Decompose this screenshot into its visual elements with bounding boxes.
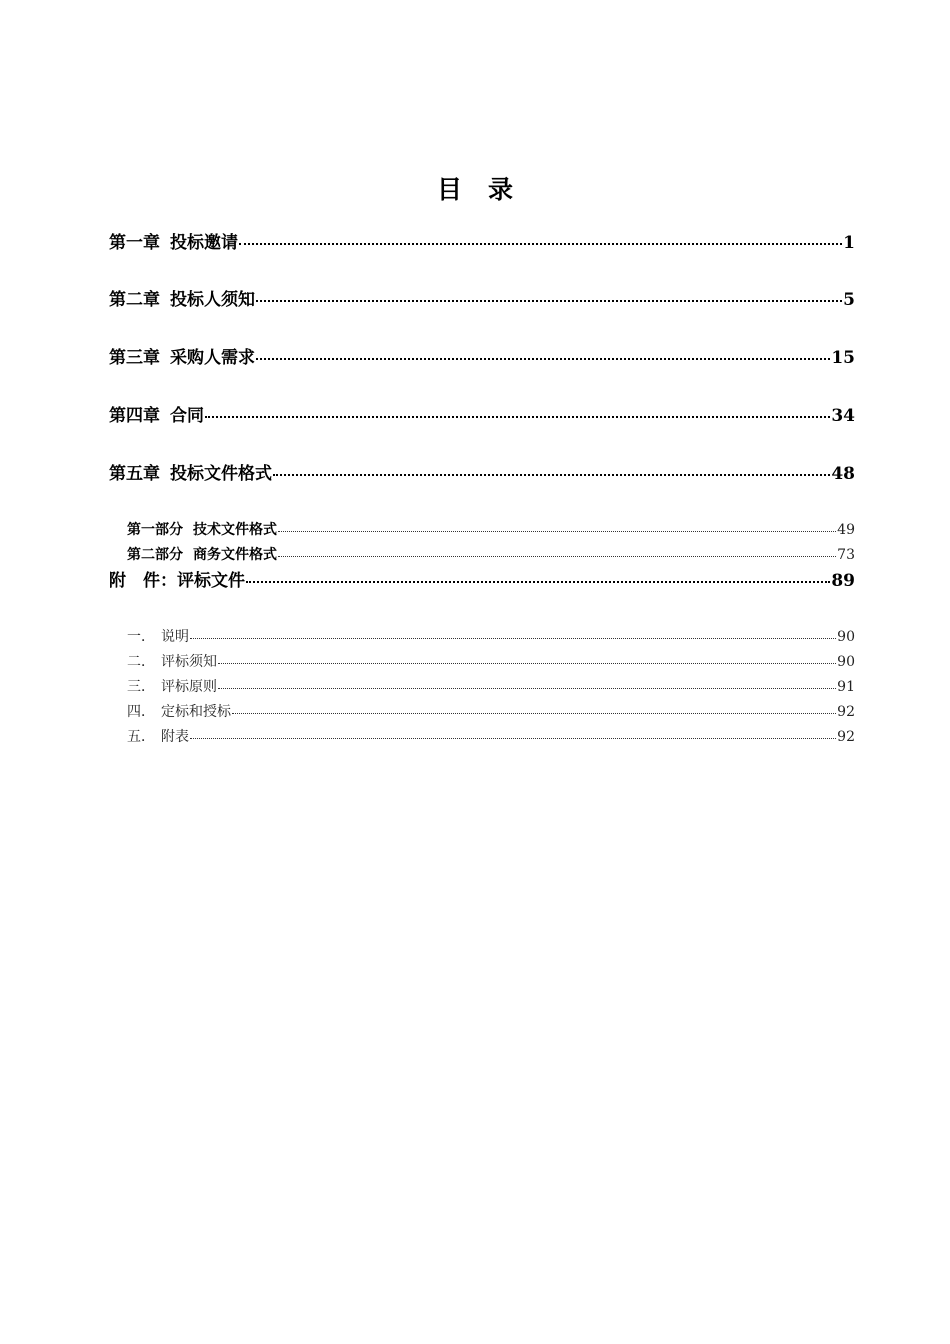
dot-leader	[232, 701, 836, 716]
toc-title-char-1: 目	[436, 175, 462, 204]
chapter-label: 第四章	[109, 405, 160, 426]
page-number: 34	[831, 405, 855, 426]
dot-leader	[218, 676, 836, 691]
section-title: 说明	[161, 629, 189, 646]
page-number: 49	[837, 522, 855, 539]
chapter-title: 投标人须知	[170, 289, 255, 310]
part-title: 技术文件格式	[193, 522, 277, 539]
dot-leader	[190, 626, 836, 641]
dot-leader	[256, 286, 842, 305]
chapter-title: 采购人需求	[170, 347, 255, 368]
chapter-label: 第五章	[109, 463, 160, 484]
toc-entry-section-4[interactable]	[127, 701, 855, 723]
chapter-title: 投标文件格式	[170, 463, 272, 484]
dot-leader	[278, 519, 836, 534]
part-title: 商务文件格式	[193, 547, 277, 564]
part-label: 第一部分	[127, 522, 183, 539]
chapter-title: 合同	[170, 405, 204, 426]
section-title: 评标须知	[161, 654, 217, 671]
toc-entry-section-2[interactable]	[127, 651, 855, 673]
toc-entry-chapter-2[interactable]	[109, 286, 855, 312]
toc-entry-section-1[interactable]	[127, 626, 855, 648]
page-number: 15	[831, 347, 855, 368]
page-number: 90	[837, 654, 855, 671]
chapter-title: 投标邀请	[170, 232, 238, 253]
toc-entry-appendix[interactable]	[109, 567, 855, 593]
toc-entry-chapter-1[interactable]	[109, 229, 855, 255]
page-number: 92	[837, 704, 855, 721]
dot-leader	[239, 229, 842, 248]
page-number: 91	[837, 679, 855, 696]
chapter-label: 第一章	[109, 232, 160, 253]
toc-entry-section-3[interactable]	[127, 676, 855, 698]
page-number: 1	[843, 232, 855, 253]
toc-entry-part-1[interactable]	[127, 519, 855, 541]
page-number: 92	[837, 729, 855, 746]
toc-title-char-2: 录	[488, 175, 514, 204]
dot-leader	[278, 544, 836, 559]
dot-leader	[256, 344, 830, 363]
section-number: 一．	[127, 629, 155, 646]
toc-entry-section-5[interactable]	[127, 726, 855, 748]
chapter-label: 第二章	[109, 289, 160, 310]
section-number: 四．	[127, 704, 155, 721]
toc-entry-chapter-5[interactable]	[109, 460, 855, 486]
toc-entry-chapter-4[interactable]	[109, 402, 855, 428]
toc-entry-chapter-3[interactable]	[109, 344, 855, 370]
part-label: 第二部分	[127, 547, 183, 564]
section-title: 附表	[161, 729, 189, 746]
page-number: 5	[843, 289, 855, 310]
dot-leader	[218, 651, 836, 666]
dot-leader	[205, 402, 830, 421]
page-number: 90	[837, 629, 855, 646]
page-number: 89	[831, 570, 855, 591]
section-number: 二．	[127, 654, 155, 671]
page-number: 73	[837, 547, 855, 564]
dot-leader	[190, 726, 836, 741]
section-number: 三．	[127, 679, 155, 696]
section-number: 五．	[127, 729, 155, 746]
section-title: 评标原则	[161, 679, 217, 696]
dot-leader	[273, 460, 830, 479]
dot-leader	[246, 567, 830, 586]
section-title: 定标和授标	[161, 704, 231, 721]
toc-title	[0, 172, 950, 208]
toc-entry-part-2[interactable]	[127, 544, 855, 566]
appendix-label: 附 件：评标文件	[109, 570, 245, 591]
page-number: 48	[831, 463, 855, 484]
chapter-label: 第三章	[109, 347, 160, 368]
